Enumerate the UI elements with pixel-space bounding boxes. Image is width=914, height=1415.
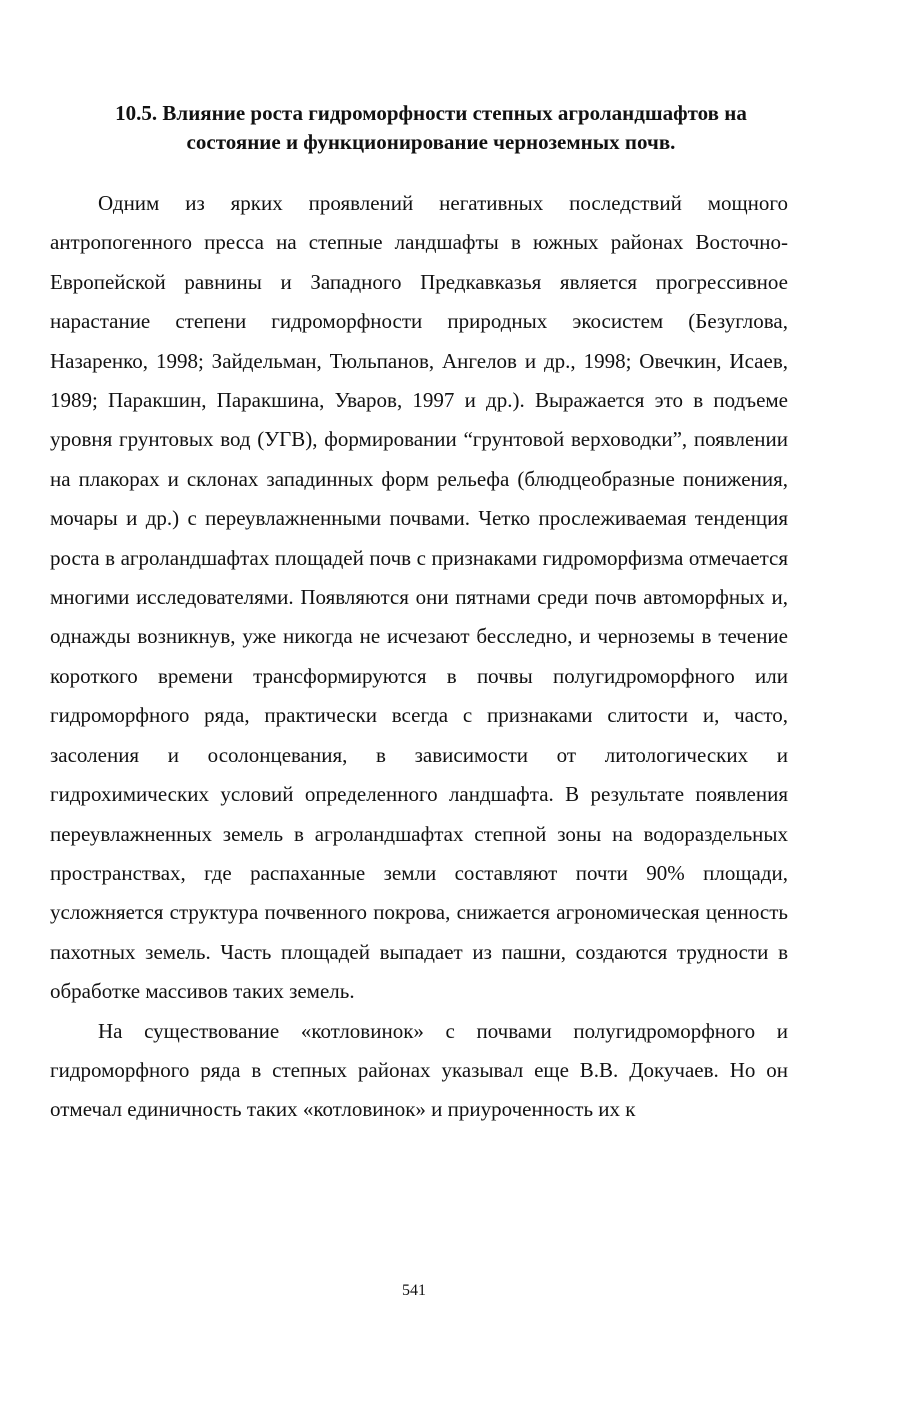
section-heading-line-1: 10.5. Влияние роста гидроморфности степных агроландшафтов на [115,101,747,125]
section-heading [50,99,812,157]
section-heading-line-2: состояние и функционирование черноземных почв. [186,130,676,154]
paragraph-2: На существование «котловинок» с почвами полугидроморфного и гидроморфного ряда в степных районах указывал еще В.В. Докучаев. Но он отмечал единичность таких «котловинок» и приуроченность их к [50,1018,788,1122]
body-text [50,184,788,1130]
page-number: 541 [402,1282,426,1299]
paragraph-1: Одним из ярких проявлений негативных последствий мощного антропогенного пресса на степные ландшафты в южных районах Восточно-Европейской равнины и Западного Предкавказья является прогрессивное нарастание степени гидроморфности природных экосистем (Безуглова, Назаренко, 1998; Зайдельман, Тюльпанов, Ангелов и др., 1998; Овечкин, Исаев, 1989; Паракшин, Паракшина, Уваров, 1997 и др.). Выражается это в подъеме уровня грунтовых вод (УГВ), формировании “грунтовой верховодки”, появлении на плакорах и склонах западинных форм рельефа (блюдцеобразные понижения, мочары и др.) с переувлажненными почвами. Четко прослеживаемая тенденция роста в агроландшафтах площадей почв с признаками гидроморфизма отмечается многими исследователями. Появляются они пятнами среди почв автоморфных и, однажды возникнув, уже никогда не исчезают бесследно, и черноземы в течение короткого времени трансформируются в почвы полугидроморфного или гидроморфного ряда, практически всегда с признаками слитости и, часто, засоления и осолонцевания, в зависимости от литологических и гидрохимических условий определенного ландшафта. В результате появления переувлажненных земель в агроландшафтах степной зоны на водораздельных пространствах, где распаханные земли составляют почти 90% площади, усложняется структура почвенного покрова, снижается агрономическая ценность пахотных земель. Часть площадей выпадает из пашни, создаются трудности в обработке массивов таких земель. [50,191,788,1004]
